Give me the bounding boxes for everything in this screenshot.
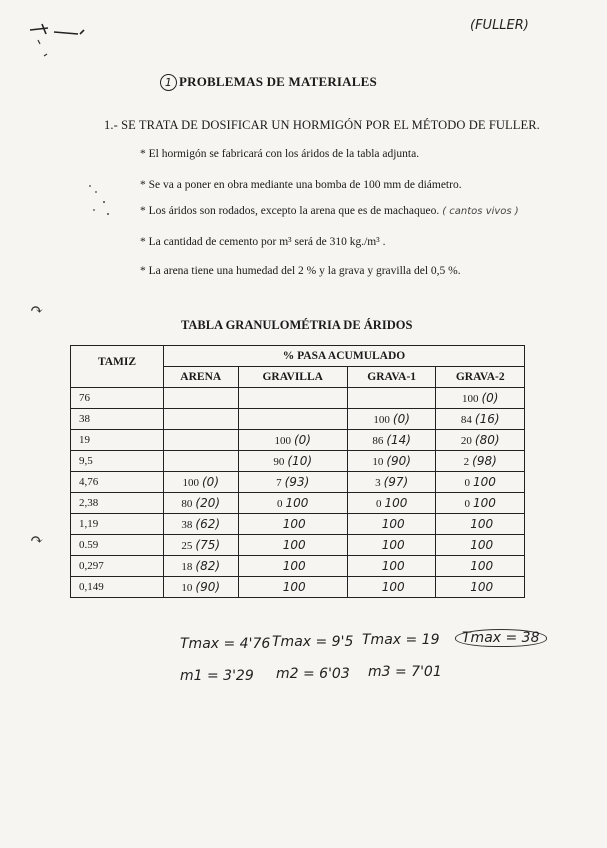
handwritten-note: ( cantos vivos ) [442,206,519,217]
arena-cell [164,472,239,493]
hole-punch-mark: ↷ [30,532,44,549]
printed-value: 86 [372,435,384,447]
grava2-cell [436,409,525,430]
grava1-cell [347,409,436,430]
tamiz-cell: 38 [71,409,164,430]
handwritten-value: 100 [285,496,309,510]
handwritten-value: (14) [386,433,411,447]
printed-value: 90 [273,456,285,468]
printed-value: 10 [181,582,193,594]
column-group-header: % PASA ACUMULADO [164,346,525,367]
handwritten-tmax: Tmax = 9'5 [272,634,354,650]
handwritten-value: (10) [287,454,313,468]
handwritten-value: (75) [195,538,221,552]
handwritten-value: (0) [293,433,311,447]
printed-value: 3 [375,477,381,489]
printed-value: 2 [463,456,470,468]
arena-cell [164,514,239,535]
grava1-cell [347,514,436,535]
grava1-cell [347,577,436,598]
printed-value: 100 [182,477,199,489]
handwritten-value: (0) [481,391,499,405]
bullet-item: * La arena tiene una humedad del 2 % y la grava y gravilla del 0,5 %. [140,265,461,277]
arena-cell [164,556,239,577]
printed-value: 0 [464,477,471,489]
printed-value: 0 [464,498,471,510]
handwritten-value: 100 [282,580,306,594]
grava2-cell [436,577,525,598]
corner-note: (FULLER) [470,18,529,33]
handwritten-value: 100 [282,559,306,573]
handwritten-value: (93) [284,475,310,489]
grava2-cell [436,556,525,577]
handwritten-value: (62) [195,517,221,531]
tamiz-cell: 0,297 [71,556,164,577]
printed-value: 38 [181,519,193,531]
grava1-cell [347,472,436,493]
handwritten-tmax: Tmax = 4'76 [180,636,271,652]
handwritten-value: (90) [195,580,221,594]
grava1-cell [347,451,436,472]
handwritten-value: (90) [386,454,411,468]
pen-scribble [28,22,108,62]
gravilla-cell [238,556,347,577]
section-title [160,74,377,91]
handwritten-value: (82) [195,559,221,573]
handwritten-value: 100 [384,496,408,510]
table-row [71,514,525,535]
handwritten-value: 100 [470,580,494,594]
grava2-cell [436,430,525,451]
printed-value: 100 [373,414,390,426]
handwritten-value: (98) [472,454,497,468]
tamiz-cell: 2,38 [71,493,164,514]
gravilla-cell [238,472,347,493]
gravilla-cell [238,430,347,451]
tamiz-cell: 0,149 [71,577,164,598]
column-header-grava-1: GRAVA-1 [347,367,436,388]
handwritten-value: (16) [474,412,500,426]
arena-cell [164,535,239,556]
grava2-cell [436,514,525,535]
printed-value: 100 [274,435,291,447]
problem-heading: 1.- SE TRATA DE DOSIFICAR UN HORMIGÓN POR EL MÉTODO DE FULLER. [104,118,540,132]
tamiz-cell: 4,76 [71,472,164,493]
grava1-cell [347,556,436,577]
table-row [71,577,525,598]
table-body [71,388,525,598]
column-header-gravilla: GRAVILLA [238,367,347,388]
handwritten-value: 100 [282,517,306,531]
handwritten-value: 100 [381,559,405,573]
handwritten-value: 100 [473,496,496,510]
tamiz-cell: 76 [71,388,164,409]
table-row [71,556,525,577]
tamiz-cell: 1,19 [71,514,164,535]
handwritten-value: (20) [195,496,221,510]
arena-cell [164,430,239,451]
handwritten-value: 100 [381,580,405,594]
handwritten-value: 100 [470,538,494,552]
bullet-item: * Los áridos son rodados, excepto la arena que es de machaqueo. ( cantos vivos ) [140,205,519,217]
grava1-cell [347,430,436,451]
printed-value: 20 [460,435,472,447]
table-row [71,388,525,409]
handwritten-value: 100 [381,538,405,552]
printed-value: 0 [375,498,382,510]
section-title-text: PROBLEMAS DE MATERIALES [179,74,377,89]
handwritten-value: 100 [381,517,405,531]
grava2-cell [436,451,525,472]
section-number: 1 [160,74,177,91]
grava2-cell [436,472,525,493]
tamiz-cell: 19 [71,430,164,451]
table-row [71,451,525,472]
table-row [71,430,525,451]
gravilla-cell [238,535,347,556]
handwritten-value: 100 [470,559,494,573]
printed-value: 0 [276,498,283,510]
printed-value: 84 [460,414,472,426]
gravilla-cell [238,577,347,598]
gravilla-cell [238,493,347,514]
bullet-item: * Se va a poner en obra mediante una bomba de 100 mm de diámetro. [140,179,462,191]
gravilla-cell [238,388,347,409]
granulometry-table [70,345,525,598]
tamiz-cell: 9,5 [71,451,164,472]
printed-value: 18 [181,561,193,573]
handwritten-value: 100 [473,475,496,489]
printed-value: 80 [181,498,193,510]
stray-marks [86,180,116,220]
arena-cell [164,493,239,514]
arena-cell [164,388,239,409]
handwritten-modulus: m3 = 7'01 [368,664,442,680]
column-header-tamiz: TAMIZ [71,346,164,388]
handwritten-value: (97) [383,475,409,489]
handwritten-value: (0) [202,475,219,489]
column-header-arena: ARENA [164,367,239,388]
column-header-grava-2: GRAVA-2 [436,367,525,388]
table-row [71,493,525,514]
grava1-cell [347,388,436,409]
grava1-cell [347,535,436,556]
handwritten-modulus: m2 = 6'03 [276,666,350,682]
table-title: TABLA GRANULOMÉTRIA DE ÁRIDOS [181,318,413,332]
handwritten-value: 100 [470,517,494,531]
handwritten-tmax: Tmax = 38 [455,630,547,646]
handwritten-tmax: Tmax = 19 [362,632,440,648]
table-row [71,472,525,493]
gravilla-cell [238,514,347,535]
table-row [71,535,525,556]
gravilla-cell [238,451,347,472]
arena-cell [164,451,239,472]
arena-cell [164,409,239,430]
grava2-cell [436,388,525,409]
bullet-item: * El hormigón se fabricará con los áridos de la tabla adjunta. [140,148,420,160]
handwritten-value: (80) [474,433,500,447]
grava1-cell [347,493,436,514]
handwritten-value: (0) [392,412,410,426]
grava2-cell [436,535,525,556]
handwritten-modulus: m1 = 3'29 [180,668,254,684]
grava2-cell [436,493,525,514]
printed-value: 25 [181,540,193,552]
gravilla-cell [238,409,347,430]
handwritten-value: 100 [282,538,306,552]
table-row [71,409,525,430]
printed-value: 10 [372,456,384,468]
printed-value: 7 [276,477,282,489]
hole-punch-mark: ↷ [30,302,44,319]
arena-cell [164,577,239,598]
tamiz-cell: 0.59 [71,535,164,556]
printed-value: 100 [461,393,479,405]
bullet-item: * La cantidad de cemento por m³ será de 310 kg./m³ . [140,236,386,248]
